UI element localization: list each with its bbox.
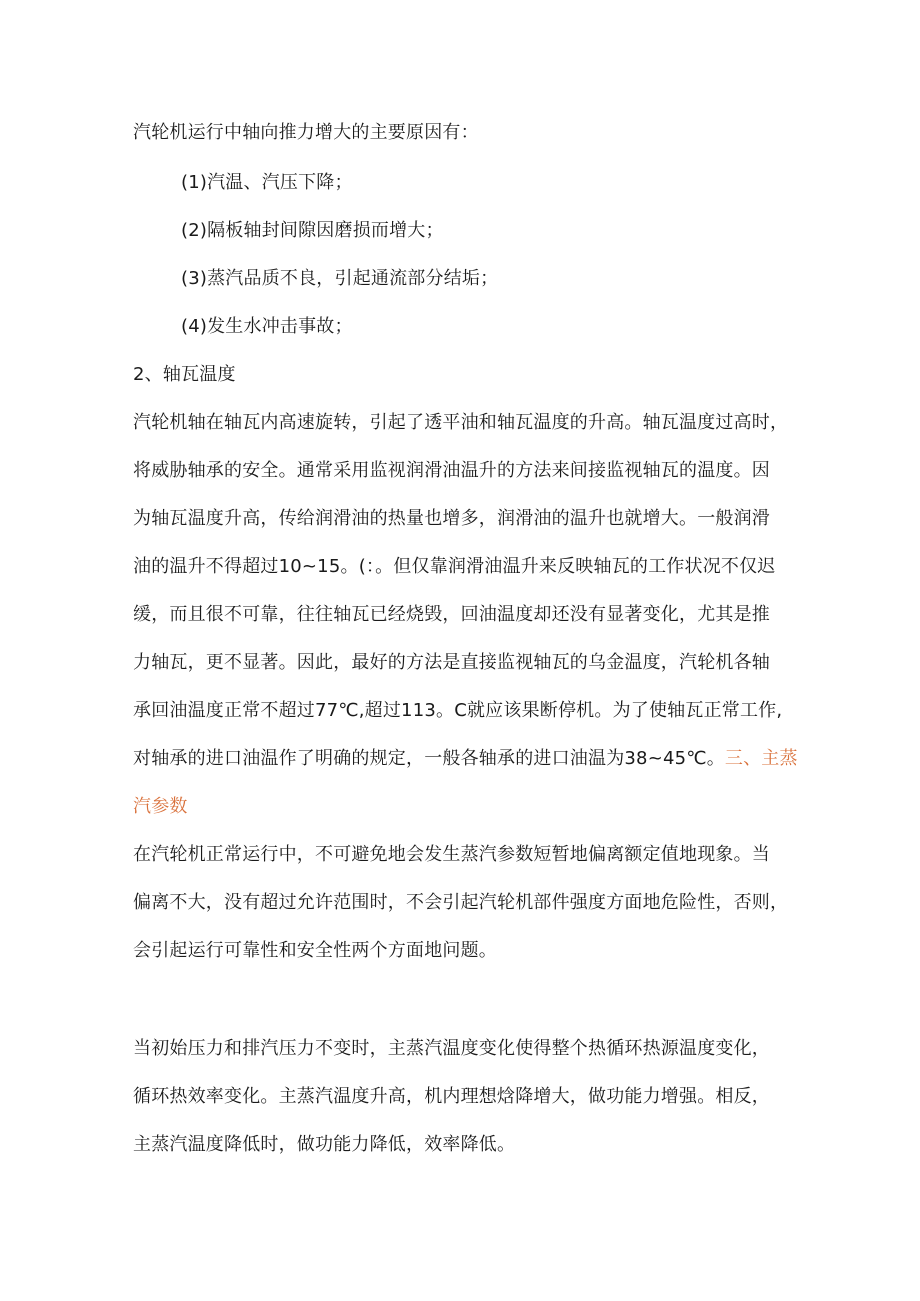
section-3-para-2-line-3: 主蒸汽温度降低时，做功能力降低，效率降低。 [133, 1134, 516, 1155]
section-3-para-1-line-1: 在汽轮机正常运行中，不可避免地会发生蒸汽参数短暂地偏离额定值地现象。当 [133, 844, 770, 865]
section-2-last-text: 对轴承的进口油温作了明确的规定，一般各轴承的进口油温为38~45℃。 [133, 748, 725, 769]
cause-item-3: (3)蒸汽品质不良，引起通流部分结垢； [181, 268, 499, 289]
section-3-para-2-line-2: 循环热效率变化。主蒸汽温度升高，机内理想焓降增大，做功能力增强。相反， [133, 1086, 770, 1107]
intro-line: 汽轮机运行中轴向推力增大的主要原因有： [133, 122, 479, 143]
section-2-heading: 2、轴瓦温度 [133, 364, 236, 385]
section-2-line-5: 缓，而且很不可靠，往往轴瓦已经烧毁，回油温度却还没有显著变化，尤其是推 [133, 604, 770, 625]
section-3-para-1-line-3: 会引起运行可靠性和安全性两个方面地问题。 [133, 940, 497, 961]
section-2-line-4: 油的温升不得超过10~15。(：。但仅靠润滑油温升来反映轴瓦的工作状况不仅迟 [133, 556, 776, 577]
section-3-para-1-line-2: 偏离不大，没有超过允许范围时，不会引起汽轮机部件强度方面地危险性，否则， [133, 892, 789, 913]
section-2-line-2: 将威胁轴承的安全。通常采用监视润滑油温升的方法来间接监视轴瓦的温度。因 [133, 460, 770, 481]
cause-item-4: (4)发生水冲击事故； [181, 316, 353, 337]
cause-item-1: (1)汽温、汽压下降； [181, 172, 353, 193]
section-3-heading-part-2: 汽参数 [133, 796, 188, 817]
section-2-last-line [133, 746, 798, 772]
section-2-line-7: 承回油温度正常不超过77℃,超过113。C就应该果断停机。为了使轴瓦正常工作, [133, 700, 783, 721]
section-2-line-1: 汽轮机轴在轴瓦内高速旋转，引起了透平油和轴瓦温度的升高。轴瓦温度过高时， [133, 412, 789, 433]
section-3-para-2-line-1: 当初始压力和排汽压力不变时，主蒸汽温度变化使得整个热循环热源温度变化， [133, 1038, 770, 1059]
section-2-line-3: 为轴瓦温度升高，传给润滑油的热量也增多，润滑油的温升也就增大。一般润滑 [133, 508, 770, 529]
section-2-line-6: 力轴瓦，更不显著。因此，最好的方法是直接监视轴瓦的乌金温度，汽轮机各轴 [133, 652, 770, 673]
cause-item-2: (2)隔板轴封间隙因磨损而增大； [181, 220, 444, 241]
section-3-heading-part-1: 三、主蒸 [724, 748, 798, 769]
